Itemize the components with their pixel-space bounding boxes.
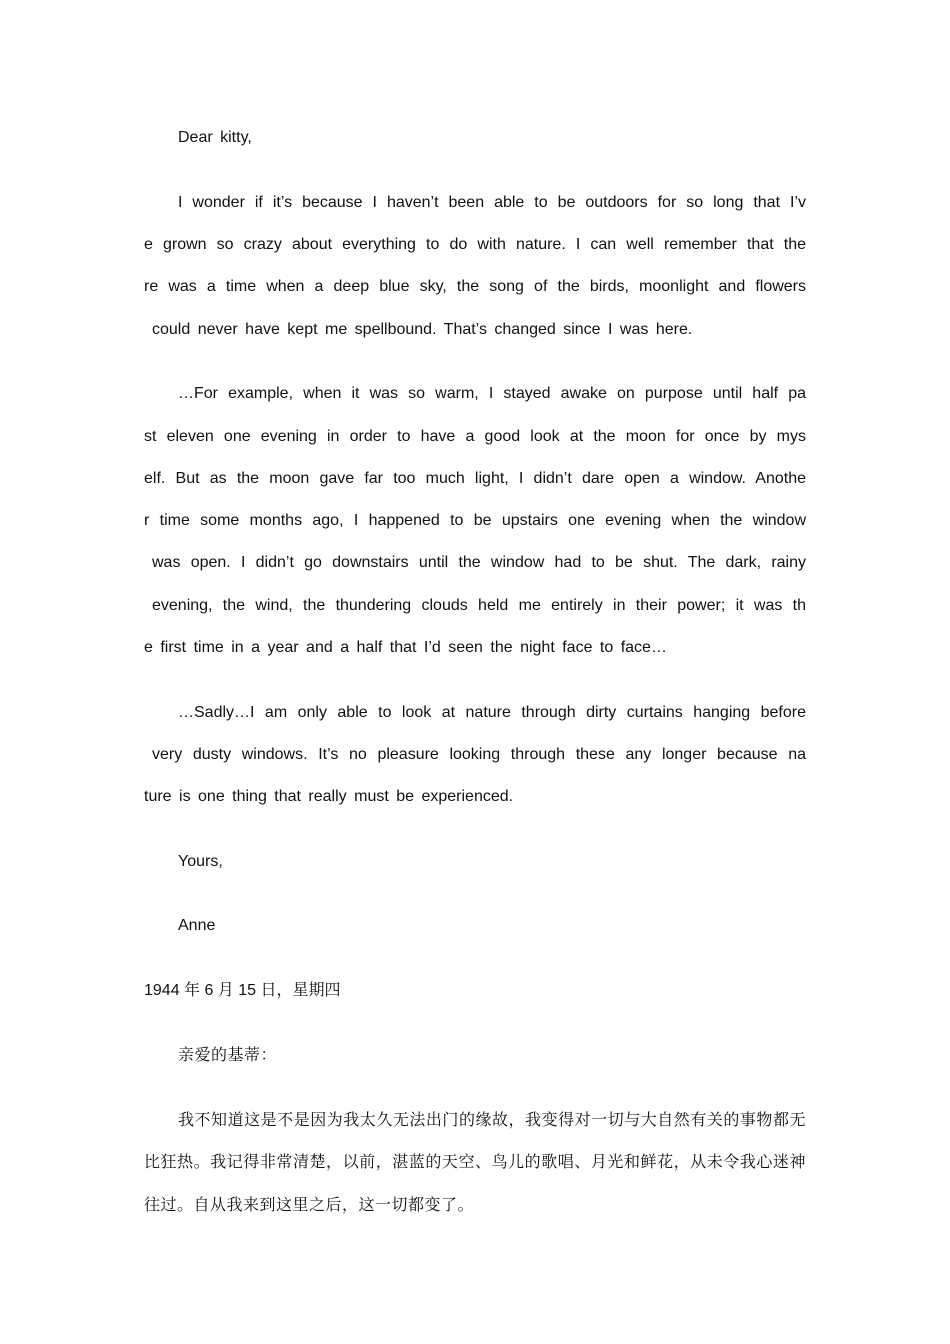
text-line: I wonder if it’s because I haven’t been able to be outdoors for so long that I’v xyxy=(178,194,806,211)
text-line: …For example, when it was so warm, I stayed awake on purpose until half pa xyxy=(178,385,806,402)
text-line: very dusty windows. It’s no pleasure looking through these any longer because na xyxy=(152,746,806,763)
chinese-date: 1944 年 6 月 15 日，星期四 xyxy=(144,982,341,999)
text-line: evening, the wind, the thundering clouds held me entirely in their power; it was th xyxy=(152,597,806,614)
chinese-salutation: 亲爱的基蒂： xyxy=(178,1045,278,1064)
text-line: re was a time when a deep blue sky, the song of the birds, moonlight and flowers xyxy=(144,278,806,295)
english-salutation: Dear kitty, xyxy=(178,129,252,146)
text-line: was open. I didn’t go downstairs until the window had to be shut. The dark, rainy xyxy=(152,554,806,571)
english-closing: Yours, xyxy=(178,853,223,870)
english-signature: Anne xyxy=(178,917,216,934)
text-line: ture is one thing that really must be experienced. xyxy=(144,788,514,805)
text-line: r time some months ago, I happened to be upstairs one evening when the window xyxy=(144,512,806,529)
text-line: e grown so crazy about everything to do with nature. I can well remember that the xyxy=(144,236,806,253)
text-line: 往过。自从我来到这里之后，这一切都变了。 xyxy=(144,1195,475,1214)
text-line: elf. But as the moon gave far too much light, I didn’t dare open a window. Anothe xyxy=(144,470,806,487)
text-line: e first time in a year and a half that I’d seen the night face to face… xyxy=(144,639,667,656)
text-line: …Sadly…I am only able to look at nature through dirty curtains hanging before xyxy=(178,704,806,721)
text-line: 我不知道这是不是因为我太久无法出门的缘故，我变得对一切与大自然有关的事物都无 xyxy=(178,1110,806,1129)
text-line: could never have kept me spellbound. That’s changed since I was here. xyxy=(152,321,693,338)
text-line: 比狂热。我记得非常清楚，以前，湛蓝的天空、鸟儿的歌唱、月光和鲜花，从未令我心迷神 xyxy=(144,1152,806,1171)
text-line: st eleven one evening in order to have a good look at the moon for once by mys xyxy=(144,428,806,445)
